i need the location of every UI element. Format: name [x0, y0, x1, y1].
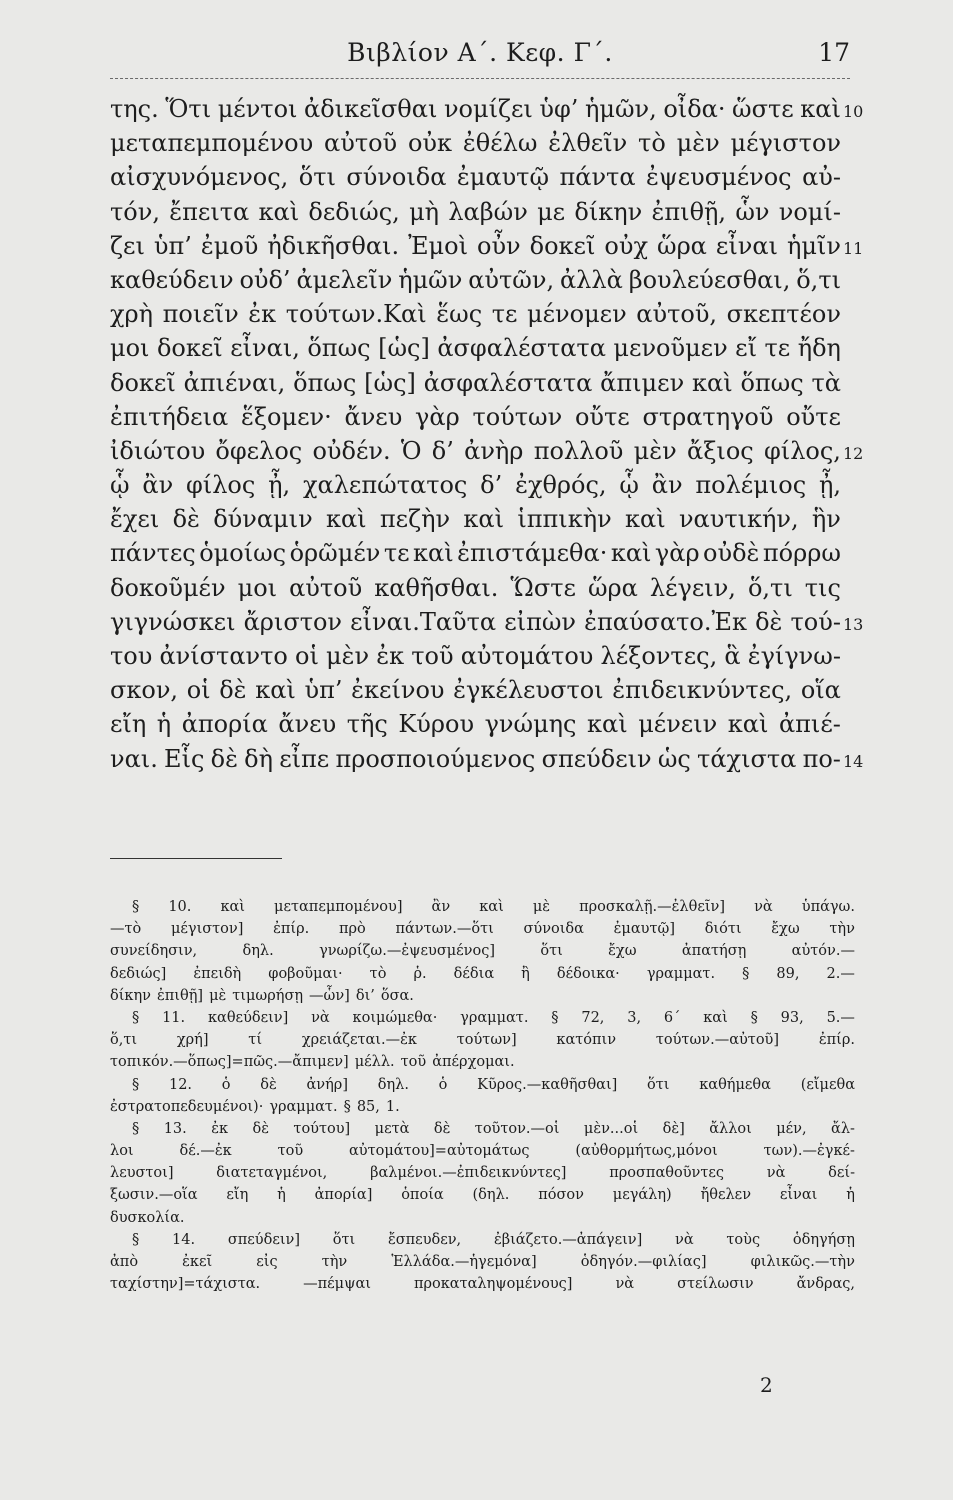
footnote-line: τοπικόν.—ὅπως]=πῶς.—ἄπιμεν] μέλλ. τοῦ ἀπέρχομαι. — [110, 1054, 515, 1071]
text-line — [110, 126, 865, 160]
text-line-content: καθεύδειν οὐδ’ ἀμελεῖν ἡμῶν αὐτῶν, ἀλλὰ βουλεύεσθαι, ὅ,τι — [110, 265, 841, 294]
footnote-line: λευστοι] διατεταγμένοι, βαλμένοι.—ἐπιδεικνύντες] προσπαθοῦντες νὰ δεί- — [110, 1165, 855, 1182]
text-line-content: δοκοῦμέν μοι αὐτοῦ καθῆσθαι. Ὥστε ὥρα λέγειν, ὅ,τι τις — [110, 573, 841, 602]
text-line — [110, 707, 865, 741]
text-line — [110, 742, 865, 776]
text-line — [110, 331, 865, 365]
text-line — [110, 502, 865, 536]
text-line — [110, 229, 865, 263]
text-line-content: του ἀνίσταντο οἱ μὲν ἐκ τοῦ αὐτομάτου λέξοντες, ἃ ἐγίγνω- — [110, 642, 841, 670]
running-title: Βιβλίον Α΄. Κεφ. Γ΄. — [347, 38, 613, 67]
signature-mark: 2 — [760, 1373, 773, 1397]
footnote-rule — [110, 858, 282, 859]
text-line — [110, 160, 865, 194]
text-line-content: ἔχει δὲ δύναμιν καὶ πεζὴν καὶ ἱππικὴν καὶ ναυτικήν, ἣν — [110, 505, 841, 534]
section-number: 13 — [843, 614, 864, 634]
text-line — [110, 366, 865, 400]
text-line-content: τόν, ἔπειτα καὶ δεδιώς, μὴ λαβών με δίκην ἐπιθῇ, ὧν νομί- — [110, 197, 841, 226]
text-line — [110, 195, 865, 229]
text-line-content: της. Ὅτι μέντοι ἀδικεῖσθαι νομίζει ὑφ’ ἡμῶν, οἶδα· ὥστε καὶ — [110, 95, 841, 123]
footnote-line: δυσκολία. — [110, 1209, 185, 1226]
footnote-line: ἀπὸ ἐκεῖ εἰς τὴν Ἑλλάδα.—ἡγεμόνα] ὁδηγόν.—φιλίας] φιλικῶς.—τὴν — [110, 1254, 855, 1270]
section-number: 14 — [843, 751, 864, 771]
footnote-line: ὅ,τι χρή] τί χρειάζεται.—ἐκ τούτων] κατόπιν τούτων.—αὐτοῦ] ἐπίρ. — [110, 1032, 855, 1049]
text-line-content: ἰδιώτου ὄφελος οὐδέν. Ὁ δ’ ἀνὴρ πολλοῦ μὲν ἄξιος φίλος, — [110, 436, 841, 465]
footnote-line: § 14. σπεύδειν] ὅτι ἔσπευδεν, ἐβιάζετο.—ἀπάγειν] νὰ τοὺς ὁδηγήσῃ — [132, 1231, 855, 1248]
footnote-line: δίκην ἐπιθῇ] μὲ τιμωρήσῃ —ὧν] δι’ ὅσα. — [110, 987, 414, 1004]
section-number: 12 — [843, 443, 864, 463]
text-line — [110, 536, 865, 570]
page-number: 17 — [818, 38, 850, 67]
text-line-content: ᾧ ἂν φίλος ᾖ, χαλεπώτατος δ’ ἐχθρός, ᾧ ἂν πολέμιος ᾖ, — [110, 471, 841, 500]
text-line-content: ἐπιτήδεια ἕξομεν· ἄνευ γὰρ τούτων οὔτε στρατηγοῦ οὔτε — [110, 402, 841, 431]
text-line — [110, 434, 865, 468]
text-line-content: δοκεῖ ἀπιέναι, ὅπως [ὡς] ἀσφαλέστατα ἄπιμεν καὶ ὅπως τὰ — [110, 368, 841, 397]
footnote-line: § 12. ὁ δὲ ἀνήρ] δηλ. ὁ Κῦρος.—καθῆσθαι] ὅτι καθήμεθα (εἴμεθα — [132, 1076, 855, 1093]
text-line — [110, 605, 865, 639]
text-line-content: μοι δοκεῖ εἶναι, ὅπως [ὡς] ἀσφαλέστατα μενοῦμεν εἴ τε ἤδη — [110, 334, 841, 363]
header-rule — [110, 78, 850, 79]
footnote-line: —τὸ μέγιστον] ἐπίρ. πρὸ πάντων.—ὅτι σύνοιδα ἐμαυτῷ] διότι ἔχω τὴν — [110, 921, 855, 938]
page-header — [110, 38, 850, 78]
main-text — [110, 92, 865, 776]
footnote-line: ἐστρατοπεδευμένοι)· γραμματ. § 85, 1. — [110, 1098, 400, 1115]
text-line — [110, 673, 865, 707]
text-line — [110, 263, 865, 297]
footnote-line: § 13. ἐκ δὲ τούτου] μετὰ δὲ τοῦτον.—οἱ μὲν...οἱ δὲ] ἄλλοι μέν, ἄλ- — [132, 1120, 855, 1137]
text-line-content: σκον, οἱ δὲ καὶ ὑπ’ ἐκείνου ἐγκέλευστοι ἐπιδεικνύντες, οἵα — [110, 676, 841, 705]
text-line-content: αἰσχυνόμενος, ὅτι σύνοιδα ἐμαυτῷ πάντα ἐψευσμένος αὐ- — [110, 163, 841, 192]
text-line-content: μεταπεμπομένου αὐτοῦ οὐκ ἐθέλω ἐλθεῖν τὸ μὲν μέγιστον — [110, 129, 841, 158]
text-line-content: γιγνώσκει ἄριστον εἶναι.Ταῦτα εἰπὼν ἐπαύσατο.Ἐκ δὲ τού- — [110, 607, 841, 636]
footnote-line: § 11. καθεύδειν] νὰ κοιμώμεθα· γραμματ. § 72, 3, 6΄ καὶ § 93, 5.— — [132, 1009, 855, 1026]
text-line-content: πάντες ὁμοίως ὁρῶμέν τε καὶ ἐπιστάμεθα· καὶ γὰρ οὐδὲ πόρρω — [110, 539, 841, 568]
text-line — [110, 400, 865, 434]
footnote-line: συνείδησιν, δηλ. γνωρίζω.—ἐψευσμένος] ὅτι ἔχω ἀπατήσῃ αὐτόν.— — [110, 943, 855, 960]
footnote-line: § 10. καὶ μεταπεμπομένου] ἂν καὶ μὲ προσκαλῇ.—ἐλθεῖν] νὰ ὑπάγω. — [132, 899, 855, 915]
text-line-content: εἴη ἡ ἀπορία ἄνευ τῆς Κύρου γνώμης καὶ μένειν καὶ ἀπιέ- — [110, 710, 841, 739]
footnotes — [110, 896, 855, 1295]
text-line — [110, 571, 865, 605]
text-line-content: χρὴ ποιεῖν ἐκ τούτων.Καὶ ἕως τε μένομεν αὐτοῦ, σκεπτέον — [110, 300, 841, 329]
footnote-line: ταχίστην]=τάχιστα. —πέμψαι προκαταληψομένους] νὰ στείλωσιν ἄνδρας, — [110, 1276, 855, 1293]
text-line — [110, 297, 865, 331]
footnote-line: δεδιώς] ἐπειδὴ φοβοῦμαι· τὸ ῥ. δέδια ἢ δέδοικα· γραμματ. § 89, 2.— — [110, 965, 855, 982]
text-line-content: ναι. Εἷς δὲ δὴ εἶπε προσποιούμενος σπεύδειν ὡς τάχιστα πο- — [110, 744, 841, 773]
section-number: 11 — [843, 238, 864, 258]
text-line — [110, 468, 865, 502]
text-line — [110, 639, 865, 673]
section-number: 10 — [843, 102, 864, 121]
text-line — [110, 92, 865, 126]
footnote-line: ξωσιν.—οἵα εἴη ἡ ἀπορία] ὁποία (δηλ. πόσον μεγάλη) ἤθελεν εἶναι ἡ — [110, 1187, 855, 1204]
text-line-content: ζει ὑπ’ ἐμοῦ ἠδικῆσθαι. Ἐμοὶ οὖν δοκεῖ οὐχ ὥρα εἶναι ἡμῖν — [110, 231, 841, 260]
footnote-line: λοι δέ.—ἐκ τοῦ αὐτομάτου]=αὐτομάτως (αὐθορμήτως,μόνοι των).—ἐγκέ- — [110, 1143, 855, 1160]
